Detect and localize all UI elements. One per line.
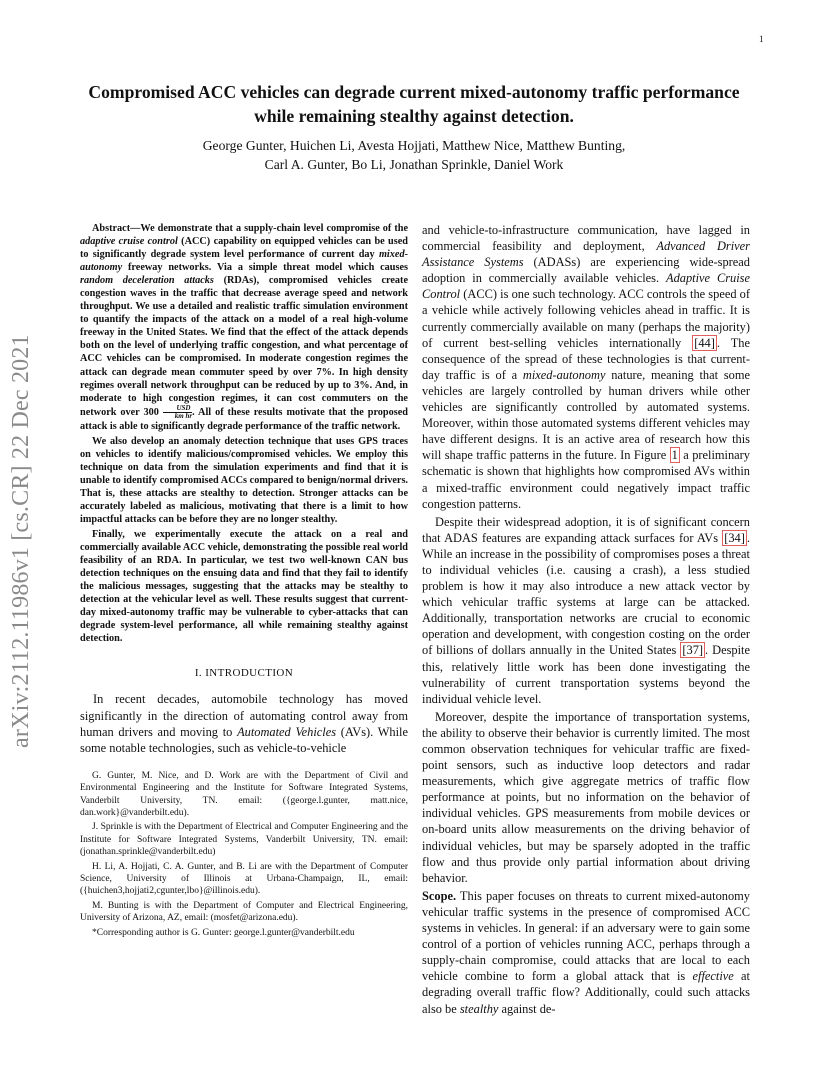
right-paragraph-2: Despite their widespread adoption, it is of significant concern that ADAS features are expanding attack surfaces for AVs [34] . While an increase in the possibility of compromises poses a threat to individual vehicles (i.e. causing a crash), a less studied problem is how it may also introduce a new attack vector by which vehicular traffic systems at large can be attacked. Additionally, transportation networks are crucial to economic operation and development, with congestion costing on the order of billions of dollars annually in the United States [37] . Despite this, relatively little work has been done investigating the vulnerability of current transportation systems beyond the individual vehicle level. <box>422 514 751 706</box>
page-number: 1 <box>759 34 764 44</box>
paper-title: Compromised ACC vehicles can degrade current mixed-autonomy traffic performance while remaining stealthy against detection. <box>88 82 740 126</box>
abstract-paragraph-1: Abstract—We demonstrate that a supply-chain level compromise of the adaptive cruise control (ACC) capability on equipped vehicles can be used to significantly degrade system level performance of current day mixed-autonomy freeway networks. Via a simple threat model which causes random deceleration attacks (RDAs), compromised vehicles create congestion waves in the traffic that decrease average speed and network throughput. We use a detailed and realistic traffic simulation environment to quantify the impacts of the attack on a model of a real high-volume freeway in the United States. We find that the effect of the attack depends both on the level of underlying traffic congestion, and what percentage of ACC vehicles can be compromised. In moderate congestion regimes the attack can degrade mean commuter speed by over 7%. In high density regimes overall network throughput can be reduced by up to 3%. And, in moderate to high congestion regimes, it can cost commuters on the network over 300 $\frac{\text{USD}}{\text{km hr}}$ . All of these results motivate that the proposed attack is able to significantly degrade performance of the traffic network. <box>80 223 408 432</box>
author-list <box>86 136 742 174</box>
footnote-5: *Corresponding author is G. Gunter: george.l.gunter@vanderbilt.edu <box>92 927 355 938</box>
right-column <box>422 222 750 1017</box>
author-line-1: George Gunter, Huichen Li, Avesta Hojjati, Matthew Nice, Matthew Bunting, <box>202 138 626 153</box>
footnote-4: M. Bunting is with the Department of Computer and Electrical Engineering, University of Arizona, AZ, email: (mosfet@arizona.edu). <box>80 900 408 924</box>
footnote-3: H. Li, A. Hojjati, C. A. Gunter, and B. Li are with the Department of Computer Science, University of Illinois at Urbana-Champaign, IL, email: ({huichen3,hojjati2,cgunter,lbo}@illinois.edu). <box>80 861 408 897</box>
left-column <box>80 222 408 941</box>
citation-link-34[interactable]: [34] <box>724 530 745 545</box>
figure-link-1[interactable]: 1 <box>671 448 678 463</box>
footnote-2: J. Sprinkle is with the Department of Electrical and Computer Engineering and the Institute for Software Integrated Systems, Vanderbilt University, TN. email: (jonathan.sprinkle@vanderbilt.edu) <box>80 822 408 858</box>
right-paragraph-1: and vehicle-to-infrastructure communication, have lagged in commercial feasibility and deployment, Advanced Driver Assistance Systems (ADASs) are experiencing wide-spread adoption in commercially available vehicles. Adaptive Cruise Control (ACC) is one such technology. ACC controls the speed of a vehicle while actively following vehicles ahead in traffic. It is currently commercially available on many (perhaps the majority) of current best-selling vehicles internationally [44] . The consequence of the spread of these technologies is that current-day traffic is of a mixed-autonomy nature, meaning that some vehicles are largely controlled by human drivers while other vehicles are significantly controlled by automated systems. Moreover, within those automated systems different vehicles may have different designs. It is an active area of research how this will shape traffic patterns in the future. In Figure 1 a preliminary schematic is shown that highlights how compromised AVs within a mixed-traffic environment could negatively impact traffic congestion patterns. <box>422 223 750 511</box>
scope-paragraph: Scope. This paper focuses on threats to current mixed-autonomy vehicular traffic systems in the presence of compromised ACC systems in vehicles. In general: if an adversary were to gain some control of a portion of vehicles running ACC, perhaps through a supply-chain compromise, could attacks that are local to each vehicle combine to form a global attack that is effective at degrading overall traffic flow? Additionally, could such attacks also be stealthy against de- <box>422 888 750 1016</box>
author-line-2: Carl A. Gunter, Bo Li, Jonathan Sprinkle, Daniel Work <box>264 157 564 172</box>
right-paragraph-3: Moreover, despite the importance of transportation systems, the ability to observe their behavior is currently limited. The most common observation techniques for vehicular traffic are fixed-point sensors, such as inductive loop detectors and radar measurements, which give aggregate metrics of traffic flow performance at points, but no information on the behavior of individual vehicles. GPS measurements from mobile devices or on-board units allow measurements on the driving behavior of individual vehicles, but may be sparsely adopted in the traffic flow and thus provide only partial information about driving behavior. <box>422 709 750 885</box>
arxiv-identifier: arXiv:2112.11986v1 [cs.CR] 22 Dec 2021 <box>8 334 34 748</box>
abstract-paragraph-2: We also develop an anomaly detection technique that uses GPS traces on vehicles to identify malicious/compromised vehicles. We employ this technique on data from the simulation experiments and find that it is unable to identify compromised ACCs compared to benign/normal drivers. That is, these attacks are stealthy to detection. Stronger attacks can be accurately labeled as malicious, motivating that there is a limit to how impactful attacks can be before they are no longer stealthy. <box>80 435 408 525</box>
citation-link-44[interactable]: [44] <box>694 335 715 350</box>
author-footnotes <box>80 770 408 939</box>
scope-label: Scope. <box>422 888 457 903</box>
intro-paragraph-1: In recent decades, automobile technology has moved significantly in the direction of automating control away from human drivers and moving to Automated Vehicles (AVs). While some notable technologies, such as vehicle-to-vehicle <box>80 692 408 755</box>
usd-per-km-hr-fraction: $\frac{\text{USD}}{\text{km hr}}$ <box>163 405 192 420</box>
abstract-paragraph-3: Finally, we experimentally execute the attack on a real and commercially available ACC vehicle, demonstrating the possible real world feasibility of an RDA. In particular, we test two well-known CAN bus detection techniques on the ensuing data and find that they fail to identify the malicious messages, suggesting that the attacks may be stealthy to detection at the vehicular level as well. These results suggest that current-day mixed-autonomy traffic may be vulnerable to cyber-attacks that can degrade system-level performance, all while remaining stealthy against detection. <box>80 529 408 645</box>
section-heading-introduction: I. INTRODUCTION <box>194 667 294 680</box>
citation-link-37[interactable]: [37] <box>682 643 704 658</box>
footnote-1: G. Gunter, M. Nice, and D. Work are with the Department of Civil and Environmental Engineering and the Institute for Software Integrated Systems, Vanderbilt University, TN. email: ({george.l.gunter, matt.nice, dan.work}@vanderbilt.edu). <box>80 770 408 819</box>
